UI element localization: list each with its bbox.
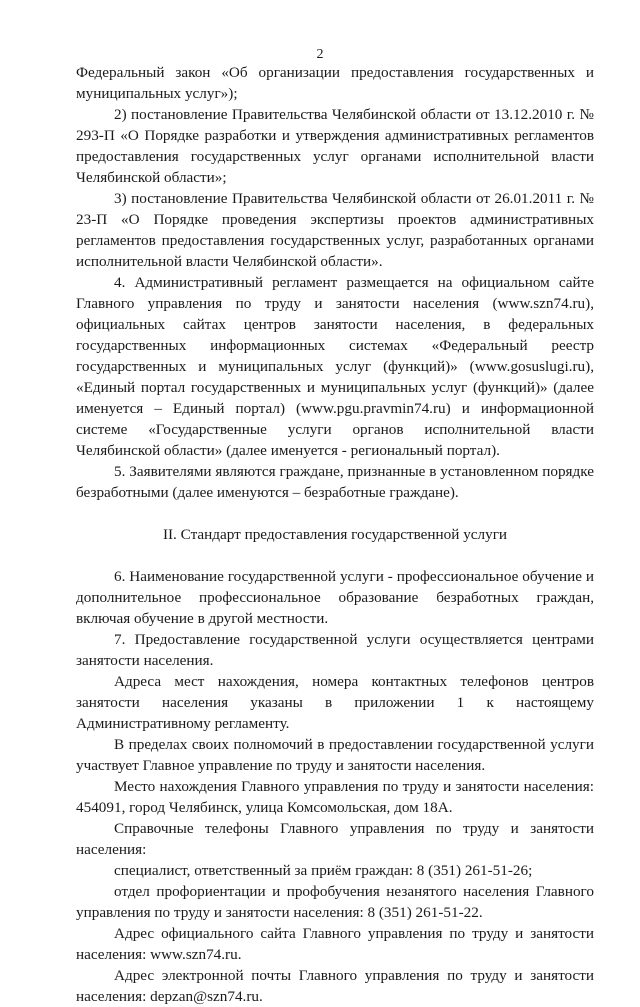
paragraph: 5. Заявителями являются граждане, признанные в установленном порядке безработными (далее именуются – безработные граждане). (76, 463, 594, 501)
paragraph: 2) постановление Правительства Челябинской области от 13.12.2010 г. № 293-П «О Порядке разработки и утверждения административных регламентов предоставления государственных услуг органами исполнительной власти Челябинской области»; (76, 106, 594, 186)
paragraph: Адрес официального сайта Главного управления по труду и занятости населения: www.szn74.ru. (76, 925, 594, 963)
paragraph: 7. Предоставление государственной услуги осуществляется центрами занятости населения. (76, 631, 594, 669)
document-body (76, 62, 594, 1007)
page-number: 2 (316, 47, 324, 62)
paragraph: Адреса мест нахождения, номера контактных телефонов центров занятости населения указаны в приложении 1 к настоящему Административному регламенту. (76, 673, 594, 732)
paragraph: специалист, ответственный за приём граждан: 8 (351) 261-51-26; (114, 862, 533, 879)
paragraph: 4. Административный регламент размещается на официальном сайте Главного управления по труду и занятости населения (www.szn74.ru), официальных сайтах центров занятости населения, в федеральных государственных информационных системах «Федеральный реестр государственных и муниципальных услуг (функций)» (www.gosuslugi.ru), «Единый портал государственных и муниципальных услуг (функций)» (далее именуется – Единый портал) (www.pgu.pravmin74.ru) и информационной системе «Государственные услуги органов исполнительной власти Челябинской области» (далее именуется - региональный портал). (76, 274, 594, 459)
paragraph: Федеральный закон «Об организации предоставления государственных и муниципальных услуг»); (76, 64, 594, 102)
paragraph: 3) постановление Правительства Челябинской области от 26.01.2011 г. № 23-П «О Порядке проведения экспертизы проектов административных регламентов предоставления государственных услуг, разработанных органами исполнительной власти Челябинской области». (76, 190, 594, 270)
paragraph: Место нахождения Главного управления по труду и занятости населения: 454091, город Челябинск, улица Комсомольская, дом 18А. (76, 778, 594, 816)
paragraph: Адрес электронной почты Главного управления по труду и занятости населения: depzan@szn74.ru. (76, 967, 594, 1005)
paragraphs-before (76, 62, 594, 503)
paragraph: В пределах своих полномочий в предоставлении государственной услуги участвует Главное управление по труду и занятости населения. (76, 736, 594, 774)
paragraph: отдел профориентации и профобучения незанятого населения Главного управления по труду и занятости населения: 8 (351) 261-51-22. (76, 883, 594, 921)
paragraph: Справочные телефоны Главного управления по труду и занятости населения: (76, 820, 594, 858)
paragraph: 6. Наименование государственной услуги - профессиональное обучение и дополнительное профессиональное образование безработных граждан, включая обучение в другой местности. (76, 568, 594, 627)
section-heading: II. Стандарт предоставления государственной услуги (162, 526, 508, 543)
paragraphs-after (76, 566, 594, 1007)
